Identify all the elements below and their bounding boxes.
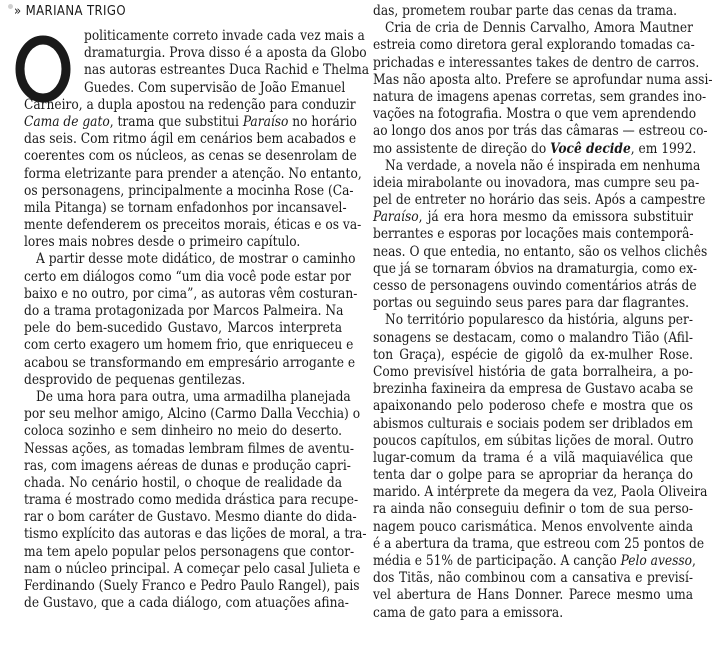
left-text-line: pele do bem-sucedido Gustavo, Marcos interpreta bbox=[24, 320, 342, 337]
right-text-line: Na verdade, a novela não é inspirada em nenhuma bbox=[385, 157, 701, 174]
right-text-line: Como previsível história de gata borralheira, a po- bbox=[373, 363, 693, 380]
right-text-line: estreia como diretora geral explorando tomadas ca- bbox=[373, 37, 695, 54]
right-text-line: que já se tornaram óbvios na dramaturgia, como ex- bbox=[373, 260, 697, 277]
right-text-line: natura de imagens apenas corretas, sem grandes ino- bbox=[373, 88, 707, 105]
left-text-line: nas autoras estreantes Duca Rachid e Thelma bbox=[84, 62, 370, 79]
right-text-line: tenta dar o golpe para se apropriar da herança do bbox=[373, 467, 693, 484]
left-text-line: dramaturgia. Prova disso é a aposta da Globo bbox=[84, 45, 367, 62]
right-text-line: berrantes e esporas por locações mais contemporâ- bbox=[373, 226, 694, 243]
right-text-line: Paraíso, já era hora mesmo da emissora substituir bbox=[373, 209, 693, 226]
left-text-line: mila Pitanga) se tornam enfadonhos por incansavel- bbox=[24, 199, 347, 216]
left-text-line: nam o núcleo principal. A começar pelo casal Julieta e bbox=[24, 560, 361, 577]
right-text-line: abismos culturais e sociais podem ser driblados em bbox=[373, 415, 693, 432]
left-text-line: Cama de gato, trama que substitui Paraíso no horário bbox=[24, 113, 357, 130]
right-text-line: ideia mirabolante ou inovadora, mas cumpre seu pa- bbox=[373, 174, 700, 191]
right-text-line: ton Graça), espécie de gigolô da ex-mulher Rose. bbox=[373, 346, 693, 363]
left-text-line: de Gustavo, que a cada diálogo, com atuações afina- bbox=[24, 595, 349, 612]
right-text-line: ra ainda não conseguiu definir o tom de sua perso- bbox=[373, 501, 693, 518]
left-text-line: desprovido de pequenas gentilezas. bbox=[24, 371, 246, 388]
right-text-line: média e 51% de participação. A canção Pelo avesso, bbox=[373, 553, 696, 569]
right-text-line: portas ou seguindo seus pares para dar flagrantes. bbox=[373, 295, 690, 312]
left-text-line: por seu melhor amigo, Alcino (Carmo Dalla Vecchia) o bbox=[24, 406, 361, 423]
right-text-line: vel abertura de Hans Donner. Parece mesmo uma bbox=[373, 587, 693, 604]
left-text-line: das seis. Com ritmo ágil em cenários bem acabados e bbox=[24, 131, 357, 148]
right-text-line: Cria de cria de Dennis Carvalho, Amora Mautner bbox=[385, 20, 693, 37]
left-column-text bbox=[24, 28, 370, 612]
right-text-line: brezinha faxineira da empresa de Gustavo acaba se bbox=[373, 381, 694, 398]
left-text-line: ras, com imagens aéreas de dunas e produção capri- bbox=[24, 457, 351, 474]
left-text-line: Carneiro, a dupla apostou na redenção para conduzir bbox=[24, 96, 356, 113]
right-text-line: dos Titãs, não combinou com a cansativa e previsí- bbox=[373, 570, 693, 587]
left-text-line: rar o bom caráter de Gustavo. Mesmo diante do dida- bbox=[24, 509, 357, 526]
right-text-line: cesso de personagens ouvindo comentários atrás de bbox=[373, 278, 697, 294]
left-text-line: Ferdinando (Suely Franco e Pedro Paulo Rangel), pais bbox=[24, 578, 360, 594]
left-text-line: trama é mostrado como medida drástica para recupe- bbox=[24, 492, 359, 509]
right-text-line: neas. O que entedia, no entanto, são os velhos clichês bbox=[373, 243, 708, 260]
left-text-line: com certo exagero um homem frio, que enriqueceu e bbox=[24, 337, 354, 354]
left-text-line: coerentes com os núcleos, as cenas se desenrolam de bbox=[24, 148, 357, 165]
left-text-line: acabou se transformando em empresário arrogante e bbox=[24, 354, 356, 371]
right-text-line: marido. A intérprete da megera da vez, Paola Oliveira bbox=[373, 484, 708, 501]
right-text-line: das, prometem roubar parte das cenas da trama. bbox=[373, 3, 678, 19]
left-text-line: lores mais nobres desde o primeiro capítulo. bbox=[24, 234, 301, 251]
left-text-line: certo em diálogos como “um dia você pode estar por bbox=[24, 268, 351, 285]
left-text-line: A partir desse mote didático, de mostrar o caminho bbox=[36, 251, 356, 268]
right-text-line: No território popularesco da história, alguns per- bbox=[385, 312, 693, 329]
left-text-line: tismo explícito das autoras e das lições de moral, a tra- bbox=[24, 526, 367, 543]
left-text-line: coloca sozinho e sem dinheiro no meio do deserto. bbox=[24, 423, 342, 440]
left-text-line: os personagens, principalmente a mocinha Rose (Ca- bbox=[24, 182, 354, 199]
right-text-line: lugar-comum da trama é a vilã maquiavélica que bbox=[373, 449, 693, 466]
right-text-line: apaixonando pelo poderoso chefe e mostra que os bbox=[373, 398, 693, 415]
left-text-line: baixo e no outro, por cima”, as autoras vêm costuran- bbox=[24, 285, 358, 302]
left-text-line: Guedes. Com supervisão de João Emanuel bbox=[84, 79, 346, 96]
right-text-line: prichadas e interessantes takes de dentro de carros. bbox=[373, 54, 700, 71]
right-text-line: Mas não aposta alto. Prefere se aprofundar numa assi- bbox=[373, 71, 713, 88]
right-text-line: cama de gato para a emissora. bbox=[373, 604, 564, 621]
right-text-line: mo assistente de direção do Você decide, em 1992. bbox=[373, 140, 697, 157]
left-text-line: De uma hora para outra, uma armadilha planejada bbox=[36, 388, 351, 405]
left-text-line: Nessas ações, as tomadas lembram filmes de aventu- bbox=[24, 440, 354, 457]
left-text-line: politicamente correto invade cada vez mais a bbox=[84, 28, 365, 44]
right-text-line: nagem pouco carismática. Menos envolvente ainda bbox=[373, 518, 693, 535]
right-text-line: poucos capítulos, em súbitas lições de moral. Outro bbox=[373, 432, 694, 449]
byline: » MARIANA TRIGO bbox=[14, 4, 126, 19]
left-text-line: mente defenderem os preceitos morais, éticas e os va- bbox=[24, 217, 362, 234]
right-text-line: pel de entreter no horário das seis. Após a campestre bbox=[373, 192, 706, 209]
right-text-line: ao longo dos anos por trás das câmaras — estreou co- bbox=[373, 123, 708, 140]
right-text-line: é a abertura da trama, que estreou com 25 pontos de bbox=[373, 535, 705, 552]
left-text-line: chada. No cenário hostil, o choque de realidade da bbox=[24, 474, 342, 491]
left-text-line: forma eletrizante para prender a atenção. No entanto, bbox=[24, 165, 362, 182]
right-text-line: vações na fotografia. Mostra o que vem aprendendo bbox=[373, 106, 697, 123]
left-text-line: do a trama protagonizada por Marcos Palmeira. Na bbox=[24, 303, 344, 319]
left-text-line: ma tem apelo popular pelos personagens que contor- bbox=[24, 543, 355, 560]
right-text-line: sonagens se destacam, como o malandro Tião (Afil- bbox=[373, 329, 693, 346]
right-column-text bbox=[373, 3, 713, 622]
